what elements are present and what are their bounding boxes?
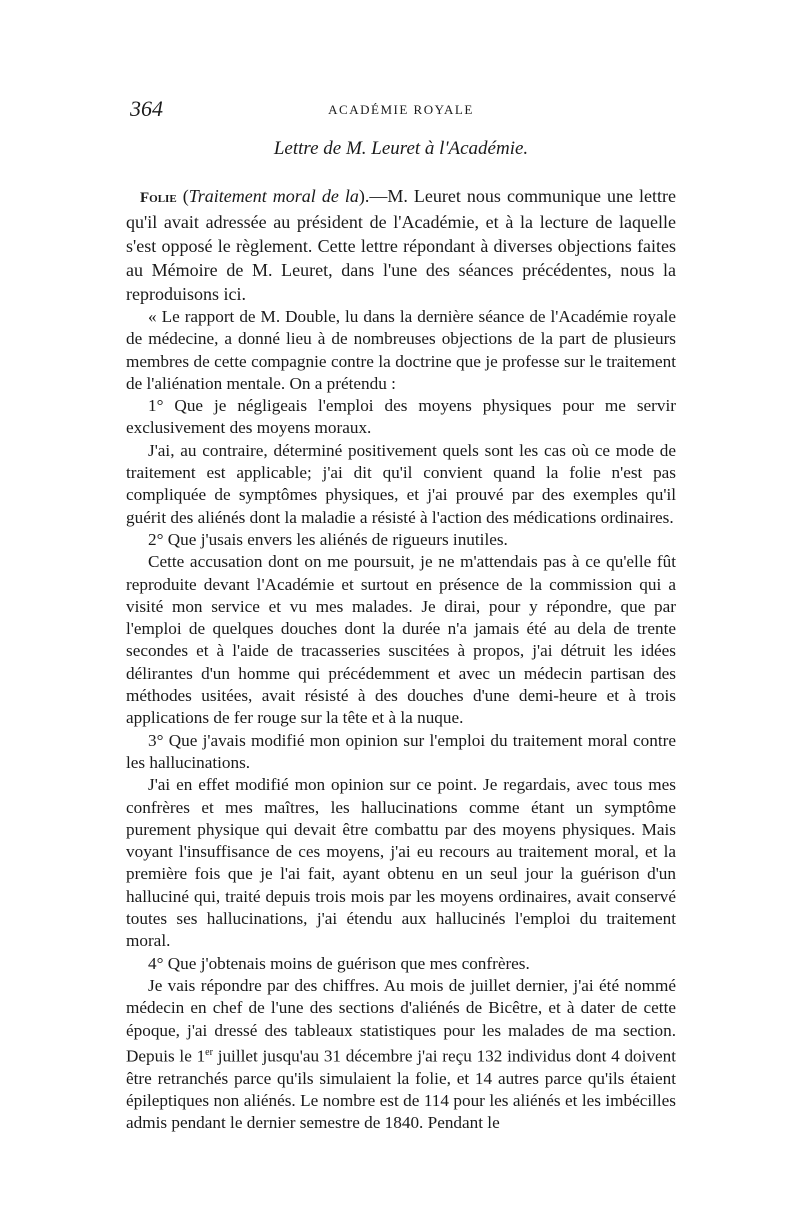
reply-4-text-after: juillet jusqu'au 31 décembre j'ai reçu 132 individus dont 4 doivent être retranchés parce qu'ils simulaient la folie, et 14 autres parce qu'ils étaient épileptiques non aliénés. Le nombre est de 114 pour les aliénés et les imbécilles admis pendant le dernier semestre de 1840. Pendant le [126,1046,676,1133]
paragraph-reply-3: J'ai en effet modifié mon opinion sur ce point. Je regardais, avec tous mes confrères et mes maîtres, les hallucinations comme étant un symptôme purement physique qui devait être combattu par des moyens physiques. Mais voyant l'insuffisance de ces moyens, j'ai eu recours au traitement moral, et la première fois que je l'ai fait, ayant obtenu en un seul jour la guérison d'un halluciné qui, traité depuis trois mois par les moyens ordinaires, avait conservé toutes ses hallucinations, j'ai étendu aux hallucinés l'emploi du traitement moral. [126,775,676,951]
paragraph-objection-1: 1° Que je négligeais l'emploi des moyens physiques pour me servir exclusivement des moyens moraux. [126,396,676,438]
body-text [126,184,676,1135]
intro-lead: Folie [140,190,177,206]
paragraph-objection-3: 3° Que j'avais modifié mon opinion sur l'emploi du traitement moral contre les hallucinations. [126,730,676,772]
running-title: ACADÉMIE ROYALE [328,102,474,117]
reply-4-text-before: Je vais répondre par des chiffres. Au mois de juillet dernier, j'ai été nommé médecin en chef de l'une des sections d'aliénés de Bicêtre, et à dater de cette époque, j'ai dressé des tableaux statistiques pour les malades de ma section. Depuis le 1 [126,975,676,1066]
paragraph-reply-4 [126,975,676,1135]
intro-text: —M. Leuret nous communique une lettre qu'il avait adressée au président de l'Académie, et à la lecture de laquelle s'est opposé le règlement. Cette lettre répondant à diverses objections faites au Mémoire de M. Leuret, dans l'une des séances précédentes, nous la reproduisons ici. [126,186,676,304]
paragraph-reply-2: Cette accusation dont on me poursuit, je ne m'attendais pas à ce qu'elle fût reproduite devant l'Académie et surtout en présence de la commission qui a visité mon service et vu mes malades. Je dirai, pour y répondre, que par l'emploi de quelques douches dont la durée n'a jamais été au dela de trente secondes et à l'aide de tracasseries suscitées à propos, j'ai détruit les idées délirantes d'un homme qui précédemment et avec un médecin partisan des méthodes usitées, avait résisté à des douches d'une demi-heure et à trois applications de fer rouge sur la tête et à la nuque. [126,552,676,728]
paragraph-objection-2: 2° Que j'usais envers les aliénés de rigueurs inutiles. [148,529,508,549]
intro-paragraph [126,184,676,306]
paragraph-rapport: « Le rapport de M. Double, lu dans la dernière séance de l'Académie royale de médecine, a donné lieu à de nombreuses objections de la part de plusieurs membres de cette compagnie contre la doctrine que je professe sur le traitement de l'aliénation mentale. On a prétendu : [126,307,676,393]
ordinal-superscript: er [205,1046,213,1058]
paragraph-objection-4: 4° Que j'obtenais moins de guérison que mes confrères. [148,953,530,973]
intro-subject-close: ). [358,186,370,206]
paragraph-reply-1: J'ai, au contraire, déterminé positivement quels sont les cas où ce mode de traitement est applicable; j'ai dit qu'il convient quand la folie n'est pas compliquée de symptômes physiques, et j'ai prouvé par des exemples qu'il guérit des aliénés dont la maladie a résisté à l'action des médications ordinaires. [126,440,676,527]
intro-subject: Traitement moral de la [188,186,359,206]
running-head [126,96,676,126]
letter-title: Lettre de M. Leuret à l'Académie. [273,138,529,159]
intro-subject-open: ( [176,186,189,206]
page-number: 364 [130,96,163,121]
